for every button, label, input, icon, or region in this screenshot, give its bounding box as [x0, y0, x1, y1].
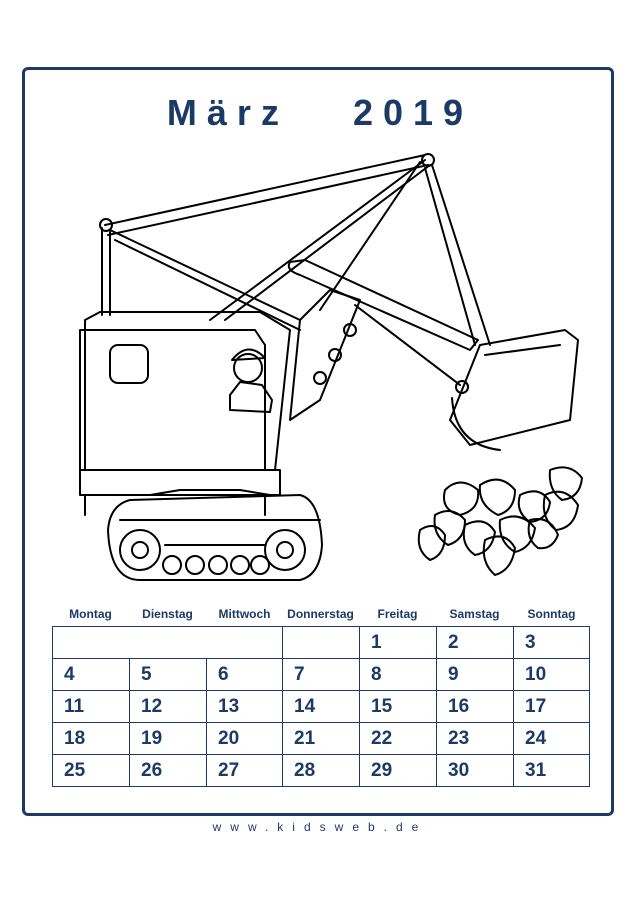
day-cell: [206, 754, 283, 786]
day-number: 24: [525, 728, 547, 749]
day-number: 21: [294, 728, 316, 749]
day-number: 3: [525, 632, 536, 653]
day-cell: [52, 658, 129, 690]
day-cell: [436, 658, 513, 690]
day-number: 9: [448, 664, 459, 685]
day-cell: [282, 690, 359, 722]
day-cell: [206, 690, 283, 722]
day-number: 2: [448, 632, 459, 653]
day-number: 8: [371, 664, 382, 685]
day-number: 11: [64, 696, 85, 717]
day-cell: [129, 626, 206, 658]
weekday-header-row: [52, 607, 590, 625]
day-cell: [436, 754, 513, 786]
day-cell: [359, 754, 436, 786]
day-cell: [359, 722, 436, 754]
weekday-friday: Freitag: [377, 607, 418, 621]
day-number: 30: [448, 760, 470, 781]
month-label: März: [166, 92, 289, 133]
day-cell: [282, 626, 359, 658]
day-cell: [52, 754, 129, 786]
day-number: 20: [218, 728, 240, 749]
day-cell: [513, 722, 590, 754]
day-number: 19: [141, 728, 163, 749]
day-cell: [436, 626, 513, 658]
day-cell: [52, 690, 129, 722]
day-number: 4: [64, 664, 75, 685]
day-cell: [206, 626, 283, 658]
day-number: 22: [371, 728, 393, 749]
day-cell: [282, 658, 359, 690]
day-cell: [513, 690, 590, 722]
day-number: 14: [294, 696, 316, 717]
day-cell: [129, 722, 206, 754]
year-label: 2019: [352, 92, 474, 133]
day-cell: [513, 658, 590, 690]
day-number: 15: [371, 696, 393, 717]
day-cell: [436, 690, 513, 722]
weekday-wednesday: Mittwoch: [218, 607, 271, 621]
weekday-sunday: Sonntag: [527, 607, 576, 621]
day-number: 7: [294, 664, 305, 685]
day-cell: [206, 658, 283, 690]
calendar-grid: [52, 626, 590, 787]
day-cell: [129, 690, 206, 722]
day-cell: [513, 626, 590, 658]
day-cell: [206, 722, 283, 754]
day-cell: [282, 722, 359, 754]
day-cell: [359, 690, 436, 722]
day-number: 25: [64, 760, 86, 781]
footer-website: www.kidsweb.de: [212, 820, 428, 834]
day-number: 17: [525, 696, 547, 717]
weekday-tuesday: Dienstag: [142, 607, 193, 621]
weekday-monday: Montag: [69, 607, 112, 621]
day-number: 10: [525, 664, 547, 685]
day-cell: [129, 754, 206, 786]
day-number: 12: [141, 696, 163, 717]
day-cell: [513, 754, 590, 786]
day-cell: [359, 626, 436, 658]
weekday-saturday: Samstag: [449, 607, 500, 621]
day-cell: [52, 626, 129, 658]
excavator-coloring-icon: [70, 140, 590, 600]
day-number: 1: [371, 632, 382, 653]
day-number: 29: [371, 760, 393, 781]
weekday-thursday: Donnerstag: [287, 607, 354, 621]
day-number: 27: [218, 760, 240, 781]
day-number: 6: [218, 664, 229, 685]
day-number: 13: [218, 696, 240, 717]
day-number: 26: [141, 760, 163, 781]
day-cell: [52, 722, 129, 754]
day-cell: [282, 754, 359, 786]
day-number: 23: [448, 728, 470, 749]
day-number: 5: [141, 664, 152, 685]
day-cell: [359, 658, 436, 690]
day-number: 31: [525, 760, 547, 781]
day-number: 16: [448, 696, 470, 717]
calendar-title: [0, 92, 640, 134]
day-cell: [129, 658, 206, 690]
day-number: 28: [294, 760, 316, 781]
day-number: 18: [64, 728, 86, 749]
day-cell: [436, 722, 513, 754]
